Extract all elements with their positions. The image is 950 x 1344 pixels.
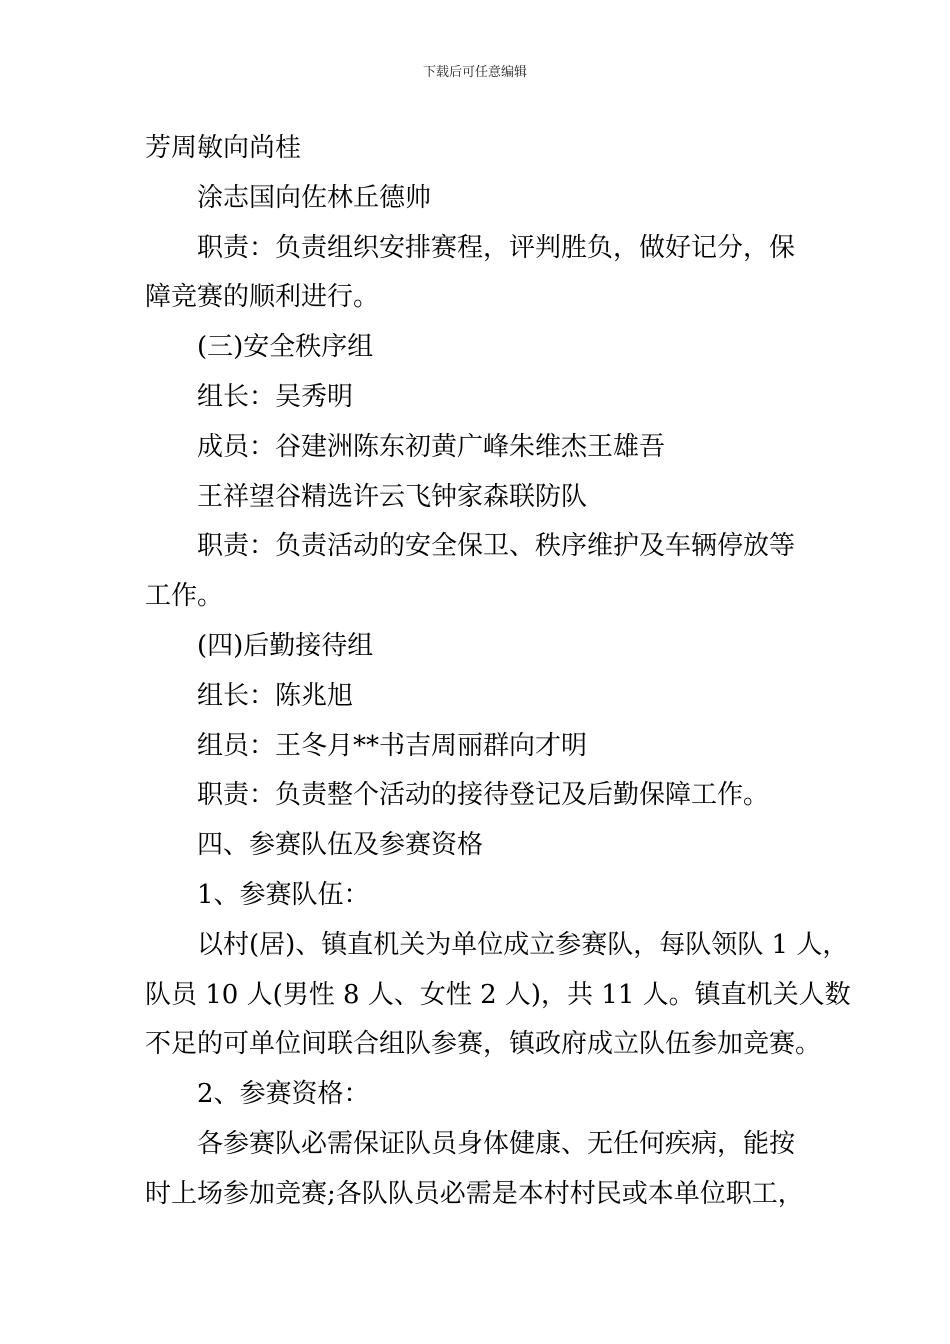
page-header: 下载后可任意编辑 — [422, 65, 527, 80]
text-line: 职责：负责整个活动的接待登记及后勤保障工作。 — [197, 780, 770, 811]
text-line: 涂志国向佐林丘德帅 — [197, 182, 432, 213]
text-line: 时上场参加竞赛;各队队员必需是本村村民或本单位职工， — [145, 1178, 804, 1209]
text-line: 队员 10 人(男性 8 人、女性 2 人)，共 11 人。镇直机关人数 — [145, 979, 851, 1010]
text-line: 职责：负责组织安排赛程，评判胜负，做好记分，保 — [197, 232, 796, 263]
text-line: 以村(居)、镇直机关为单位成立参赛队，每队领队 1 人， — [197, 929, 849, 960]
text-line: 成员：谷建洲陈东初黄广峰朱维杰王雄吾 — [197, 431, 666, 462]
text-line: 组长：吴秀明 — [197, 381, 354, 412]
text-line: 组员：王冬月**书吉周丽群向才明 — [197, 730, 588, 761]
text-line: 各参赛队必需保证队员身体健康、无任何疾病，能按 — [197, 1128, 796, 1159]
text-line: 组长：陈兆旭 — [197, 680, 354, 711]
subsection-heading: 1、参赛队伍： — [197, 879, 370, 910]
text-line: 不足的可单位间联合组队参赛，镇政府成立队伍参加竞赛。 — [145, 1029, 822, 1060]
section-heading: (四)后勤接待组 — [197, 630, 374, 661]
subsection-heading: 2、参赛资格： — [197, 1079, 370, 1110]
text-line: 工作。 — [145, 581, 224, 612]
section-heading: (三)安全秩序组 — [197, 332, 374, 363]
text-line: 障竞赛的顺利进行。 — [145, 282, 380, 313]
document-body — [145, 124, 851, 1220]
text-line: 芳周敏向尚桂 — [145, 133, 302, 163]
section-heading: 四、参赛队伍及参赛资格 — [197, 830, 484, 861]
text-line: 职责：负责活动的安全保卫、秩序维护及车辆停放等 — [197, 531, 796, 562]
text-line: 王祥望谷精选许云飞钟家森联防队 — [197, 481, 588, 512]
